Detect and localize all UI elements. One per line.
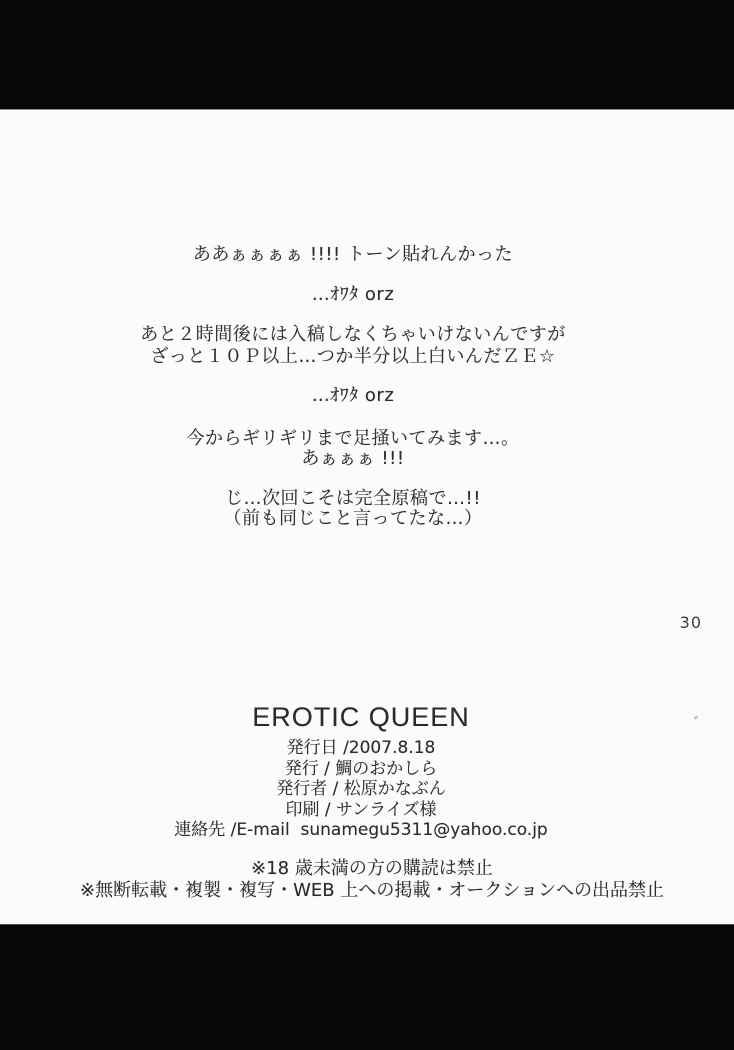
afterword-line-4: ざっと１０Ｐ以上…つか半分以上白いんだＺＥ☆: [150, 346, 556, 367]
notice-age-restriction: ※18 歳未満の方の購読は禁止: [251, 858, 493, 879]
colophon-title: EROTIC QUEEN: [252, 702, 470, 732]
colophon-contact-email: 連絡先 /E-mail sunamegu5311@yahoo.co.jp: [174, 820, 548, 840]
notice-no-reproduction: ※無断転載・複製・複写・WEB 上への掲載・オークションへの出品禁止: [80, 880, 664, 901]
colophon: [0, 738, 734, 841]
colophon-circle: 発行 / 鯛のおかしら: [284, 758, 438, 779]
colophon-publish-date: 発行日 /2007.8.18: [286, 738, 436, 758]
afterword-line-3: あと２時間後には入稿しなくちゃいけないんですが: [140, 324, 566, 345]
afterword-line-8: じ…次回こそは完全原稿で…!!: [225, 488, 481, 509]
colophon-author: 発行者 / 松原かなぶん: [276, 779, 446, 799]
afterword-line-6: 今からギリギリまで足掻いてみます…。: [186, 428, 520, 449]
afterword-line-9: （前も同じこと言ってたな…）: [223, 508, 483, 529]
afterword-line-1: ああぁぁぁぁ !!!! トーン貼れんかった: [192, 244, 514, 265]
afterword-line-7: あぁぁぁ !!!: [301, 448, 405, 469]
page-number: 30: [679, 613, 702, 632]
doujin-afterword-page: [0, 109, 734, 925]
colophon-printer: 印刷 / サンライズ様: [285, 799, 437, 820]
legal-notices: [0, 858, 734, 902]
afterword-line-5: …ｵﾜﾀ orz: [311, 385, 395, 406]
afterword-line-2: …ｵﾜﾀ orz: [311, 284, 395, 305]
